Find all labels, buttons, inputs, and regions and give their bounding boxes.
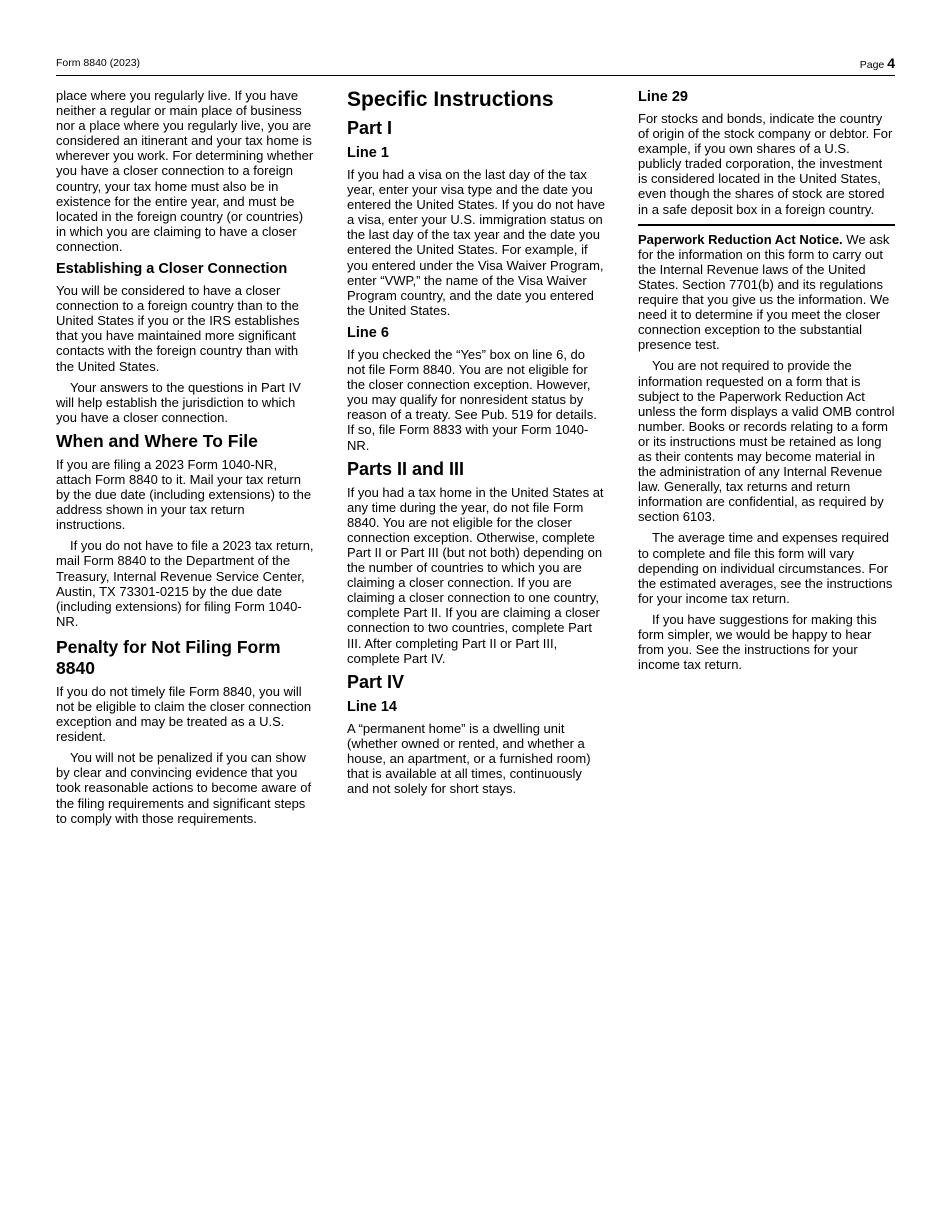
form-identifier: Form 8840 (2023): [56, 57, 141, 69]
paragraph-closer-connection-2: Your answers to the questions in Part IV will help establish the jurisdiction to which you have a closer connection.: [56, 379, 301, 425]
column-right: [638, 88, 895, 672]
paragraph-line-6: If you checked the “Yes” box on line 6, do not file Form 8840. You are not eligible for the closer connection exception. However, you may qualify for nonresident status by reason of a treaty. See Pub. 519 for details. If so, file Form 8833 with your Form 1040-NR.: [347, 346, 597, 453]
section-divider: [638, 224, 895, 226]
heading-line-6: Line 6: [347, 324, 389, 341]
heading-parts-2-and-3: Parts II and III: [347, 458, 465, 479]
heading-part-4: Part IV: [347, 671, 405, 692]
paragraph-paperwork-2: You are not required to provide the information requested on a form that is subject to the Paperwork Reduction Act unless the form displays a valid OMB control number. Books or records relating to a form or its instructions must be retained as long as their contents may become material in the administration of any Internal Revenue law. Generally, tax returns and return information are confidential, as required by section 6103.: [638, 358, 895, 525]
paragraph-paperwork-notice: [638, 232, 895, 353]
paperwork-notice-text: We ask for the information on this form to carry out the Internal Revenue laws of the United States. Section 7701(b) and its regulations require that you give us the information. We need it to determine if you meet the closer connection exception to the substantial presence test.: [638, 231, 890, 353]
paragraph-line-1: If you had a visa on the last day of the tax year, enter your visa type and the date you entered the United States. If you do not have a visa, enter your U.S. immigration status on the last day of the tax year and the date you entered the United States. For example, if you entered under the Visa Waiver Program, enter “VWP,” the name of the Visa Waiver Program country, and the date you entered the United States.: [347, 167, 606, 318]
column-middle: [347, 88, 605, 796]
paragraph-closer-connection-1: You will be considered to have a closer connection to a foreign country than to the United States if you or the IRS establishes that you have maintained more significant contacts with the foreign country than with the United States.: [56, 283, 300, 374]
heading-when-where-to-file: When and Where To File: [56, 430, 258, 451]
heading-line-1: Line 1: [347, 145, 389, 161]
paragraph-when-where-1: If you are filing a 2023 Form 1040-NR, attach Form 8840 to it. Mail your tax return by the due date (including extensions) to the address shown in your tax return instructions.: [56, 456, 312, 533]
page-number-label: [860, 55, 895, 71]
paragraph-line-29: For stocks and bonds, indicate the country of origin of the stock company or debtor. For example, if you own shares of a U.S. publicly traded corporation, the investment is considered located in the United States, even though the shares of stock are stored in a safe deposit box in a foreign country.: [638, 111, 893, 217]
heading-penalty: Penalty for Not Filing Form 8840: [56, 636, 281, 678]
paragraph-paperwork-4: If you have suggestions for making this form simpler, we would be happy to hear from you. See the instructions for your income tax return.: [638, 611, 877, 673]
paragraph-paperwork-3: The average time and expenses required to complete and file this form will vary depending on individual circumstances. For the estimated averages, see the instructions for your income tax return.: [638, 530, 893, 606]
paragraph-parts-2-and-3: If you had a tax home in the United States at any time during the year, do not file Form 8840. You are not eligible for the closer connection exception. Otherwise, complete Part II or Part III (but not both) depending on the number of countries to which you are claiming a closer connection. If you are claiming a closer connection to one country, complete Part II. If you are claiming a closer connection to two countries, complete Part III. After completing Part II or Part III, complete Part IV.: [347, 484, 604, 666]
heading-line-29: Line 29: [638, 89, 688, 105]
paragraph-penalty-2: You will not be penalized if you can show by clear and convincing evidence that you took reasonable actions to become aware of the filing requirements and significant steps to comply with those requirements.: [56, 750, 312, 826]
heading-specific-instructions: Specific Instructions: [347, 88, 554, 111]
heading-establishing-closer-connection: Establishing a Closer Connection: [56, 261, 288, 278]
paragraph-penalty-1: If you do not timely file Form 8840, you will not be eligible to claim the closer connection exception and may be treated as a U.S. resident.: [56, 683, 312, 745]
paragraph-when-where-2: If you do not have to file a 2023 tax return, mail Form 8840 to the Department of the Treasury, Internal Revenue Service Center, Austin, TX 73301-0215 by the due date (including extensions) for filing Form 1040-NR.: [56, 538, 314, 629]
paragraph-tax-home-continued: place where you regularly live. If you have neither a regular or main place of business nor a place where you regularly live, you are considered an itinerant and your tax home is wherever you work. For determining whether you have a closer connection to a foreign country, your tax home must also be in existence for the entire year, and must be located in the foreign country (or countries) in which you are claiming to have a closer connection.: [56, 88, 314, 254]
column-left: [56, 88, 316, 826]
heading-line-14: Line 14: [347, 698, 397, 715]
heading-part-1: Part I: [347, 118, 393, 138]
paperwork-notice-title: Paperwork Reduction Act Notice.: [638, 231, 843, 247]
page-header: [56, 57, 895, 76]
paragraph-line-14: A “permanent home” is a dwelling unit (whether owned or rented, and whether a house, an apartment, or a furnished room) that is available at all times, continuously and not solely for short stays.: [347, 720, 591, 797]
page-word: Page: [859, 59, 885, 71]
page-number: 4: [887, 55, 895, 71]
